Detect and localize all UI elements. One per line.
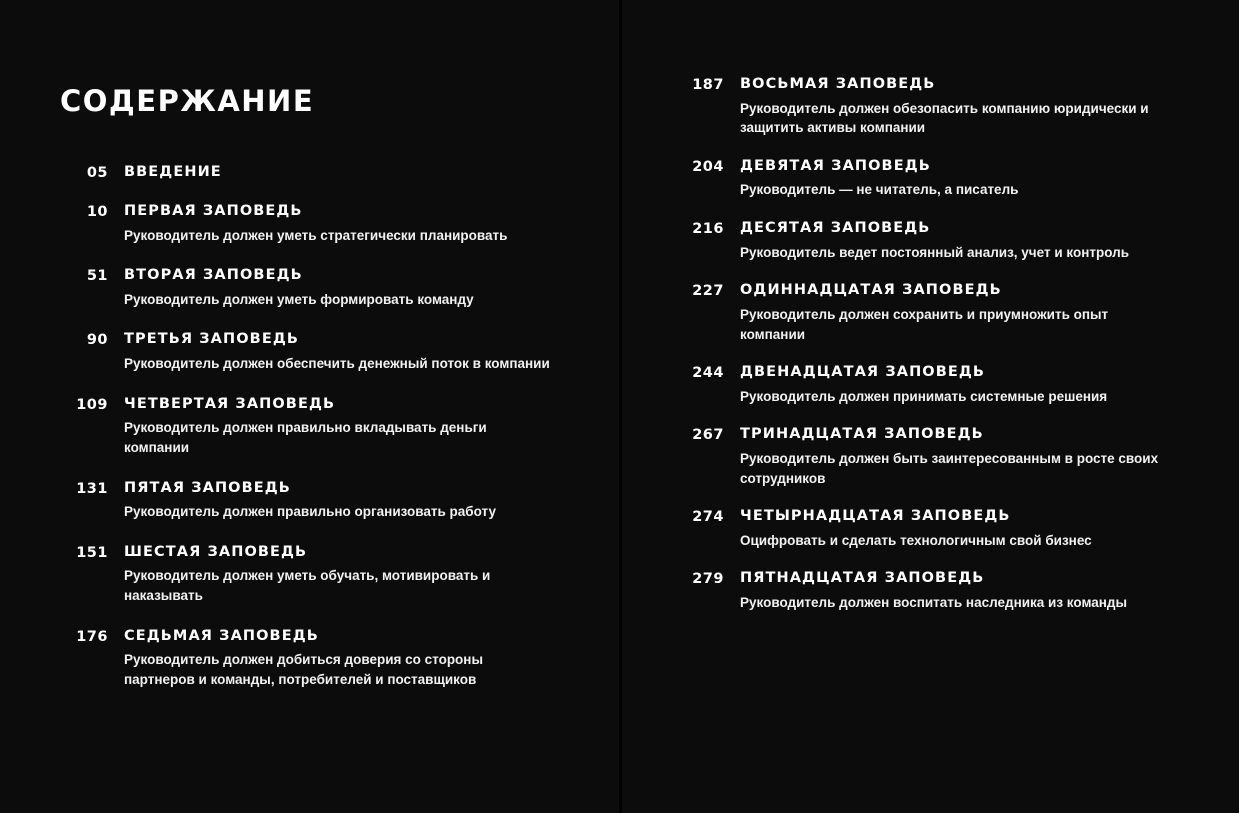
- toc-entry-description: Руководитель должен правильно вкладывать деньги компании: [124, 420, 487, 455]
- toc-entry-body: [108, 331, 560, 373]
- toc-entry-heading[interactable]: ВОСЬМАЯ ЗАПОВЕДЬ: [740, 76, 936, 92]
- toc-page-number: 204: [692, 158, 724, 175]
- toc-entry-body: [724, 282, 1179, 344]
- toc-entry-body: [724, 570, 1179, 612]
- toc-entry-heading[interactable]: ТРЕТЬЯ ЗАПОВЕДЬ: [124, 331, 299, 348]
- toc-entry-description: Руководитель должен обезопасить компанию юридически и защитить активы компании: [740, 100, 1149, 136]
- toc-entry-body: [724, 220, 1179, 262]
- toc-page-number: 176: [76, 628, 108, 645]
- toc-entry[interactable]: [60, 628, 560, 690]
- toc-entry-heading[interactable]: ТРИНАДЦАТАЯ ЗАПОВЕДЬ: [740, 426, 984, 443]
- toc-entry-body: [724, 426, 1179, 488]
- toc-entry-heading[interactable]: ШЕСТАЯ ЗАПОВЕДЬ: [124, 543, 308, 560]
- toc-entry[interactable]: [60, 544, 560, 606]
- toc-entry-description: Руководитель должен обеспечить денежный поток в компании: [124, 356, 550, 372]
- toc-entry[interactable]: [680, 220, 1179, 262]
- toc-entry[interactable]: [60, 267, 560, 309]
- toc-entry-description: Оцифровать и сделать технологичным свой бизнес: [740, 532, 1092, 548]
- toc-page-number: 51: [86, 268, 108, 285]
- toc-entry-body: [108, 544, 560, 606]
- toc-entry[interactable]: [680, 76, 1179, 138]
- toc-entry-body: [108, 203, 560, 245]
- toc-entry[interactable]: [680, 364, 1179, 406]
- toc-entry-heading[interactable]: ДВЕНАДЦАТАЯ ЗАПОВЕДЬ: [740, 364, 986, 381]
- toc-entry-body: [108, 396, 560, 458]
- toc-page-number: 227: [692, 283, 724, 300]
- toc-entry-description: Руководитель — не читатель, а писатель: [740, 182, 1019, 198]
- toc-entry[interactable]: [60, 164, 560, 181]
- toc-entry-heading[interactable]: ЧЕТВЕРТАЯ ЗАПОВЕДЬ: [124, 395, 336, 412]
- toc-entry[interactable]: [680, 570, 1179, 612]
- page-gutter: [619, 0, 622, 813]
- toc-entry-heading[interactable]: ДЕСЯТАЯ ЗАПОВЕДЬ: [740, 220, 931, 237]
- toc-entry-heading[interactable]: ПЯТНАДЦАТАЯ ЗАПОВЕДЬ: [740, 570, 985, 587]
- toc-entry-description: Руководитель должен воспитать наследника из команды: [740, 595, 1128, 610]
- toc-entry-heading[interactable]: СЕДЬМАЯ ЗАПОВЕДЬ: [124, 627, 319, 644]
- toc-page-number: 10: [86, 204, 108, 220]
- toc-entry[interactable]: [60, 203, 560, 245]
- toc-list-left: [60, 164, 560, 689]
- toc-entry[interactable]: [680, 158, 1179, 200]
- toc-entry[interactable]: [680, 508, 1179, 550]
- toc-entry-body: [724, 508, 1179, 550]
- toc-entry-heading[interactable]: ПЕРВАЯ ЗАПОВЕДЬ: [124, 203, 303, 219]
- toc-entry-body: [108, 480, 560, 522]
- toc-entry-description: Руководитель должен правильно организовать работу: [124, 504, 496, 520]
- toc-entry-heading[interactable]: ПЯТАЯ ЗАПОВЕДЬ: [124, 479, 291, 496]
- toc-page-number: 187: [692, 77, 724, 93]
- toc-entry-description: Руководитель ведет постоянный анализ, учет и контроль: [740, 244, 1129, 260]
- toc-entry-description: Руководитель должен уметь стратегически планировать: [124, 227, 508, 243]
- toc-entry[interactable]: [60, 331, 560, 373]
- toc-list-right: [680, 76, 1179, 613]
- toc-page-number: 244: [692, 365, 724, 382]
- toc-entry[interactable]: [680, 426, 1179, 488]
- toc-entry-body: [724, 158, 1179, 200]
- toc-entry[interactable]: [60, 396, 560, 458]
- toc-entry-description: Руководитель должен быть заинтересованным в росте своих сотрудников: [740, 450, 1159, 486]
- toc-entry-body: [108, 267, 560, 309]
- toc-entry-body: [724, 76, 1179, 138]
- toc-page-number: 216: [692, 221, 724, 238]
- toc-page-number: 05: [86, 165, 108, 181]
- toc-entry-body: [724, 364, 1179, 406]
- toc-entry-description: Руководитель должен уметь формировать команду: [124, 291, 474, 307]
- toc-entry[interactable]: [680, 282, 1179, 344]
- right-page: [620, 0, 1239, 813]
- page-title: СОДЕРЖАНИЕ: [60, 84, 315, 118]
- toc-entry-description: Руководитель должен сохранить и приумножить опыт компании: [740, 306, 1109, 342]
- toc-entry-description: Руководитель должен добиться доверия со стороны партнеров и команды, потребителей и поставщиков: [124, 652, 483, 687]
- toc-page-number: 279: [692, 571, 724, 588]
- toc-entry-heading[interactable]: ВВЕДЕНИЕ: [124, 164, 222, 180]
- toc-entry-heading[interactable]: ВТОРАЯ ЗАПОВЕДЬ: [124, 267, 303, 284]
- toc-entry-body: [108, 164, 560, 181]
- toc-entry-heading[interactable]: ДЕВЯТАЯ ЗАПОВЕДЬ: [740, 157, 931, 174]
- toc-entry[interactable]: [60, 480, 560, 522]
- toc-page-number: 109: [76, 396, 108, 413]
- toc-page-number: 90: [86, 332, 108, 349]
- toc-page-number: 151: [76, 544, 108, 561]
- toc-page-number: 131: [76, 480, 108, 497]
- toc-entry-description: Руководитель должен уметь обучать, мотивировать и наказывать: [124, 568, 491, 603]
- toc-entry-heading[interactable]: ОДИННАДЦАТАЯ ЗАПОВЕДЬ: [740, 282, 1002, 299]
- toc-page-number: 267: [692, 427, 724, 444]
- toc-page-number: 274: [692, 509, 724, 526]
- toc-entry-description: Руководитель должен принимать системные решения: [740, 388, 1108, 404]
- toc-entry-heading[interactable]: ЧЕТЫРНАДЦАТАЯ ЗАПОВЕДЬ: [740, 508, 1011, 525]
- toc-entry-body: [108, 628, 560, 690]
